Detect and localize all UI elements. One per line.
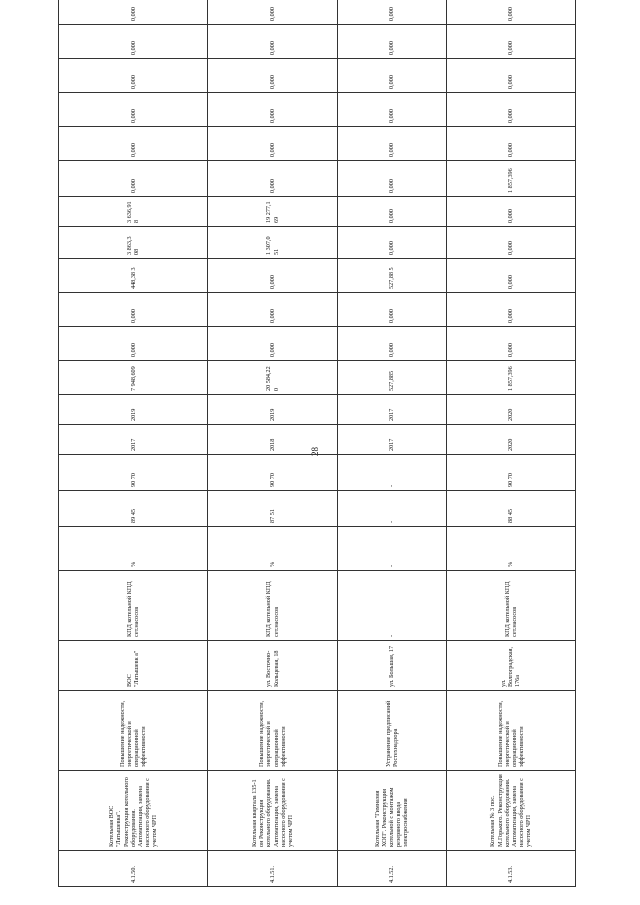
cell-y2: 0,000 bbox=[208, 293, 337, 327]
cell-y1: 0,000 bbox=[59, 327, 208, 361]
cell-y10: 0,000 bbox=[208, 25, 337, 59]
cell-y10: 0,000 bbox=[337, 25, 446, 59]
cell-purpose: Повышение надежности, энергетической и операционной эффективности bbox=[446, 691, 575, 771]
investment-table bbox=[58, 0, 576, 887]
cell-unit: - bbox=[337, 527, 446, 571]
cell-after: 90 70 bbox=[208, 455, 337, 491]
cell-indicator: КПД котельной КПД сет.насосов bbox=[59, 571, 208, 641]
cell-start: 2017 bbox=[337, 425, 446, 455]
cell-y3: 527,88 5 bbox=[337, 259, 446, 293]
cell-total: 20 584,22 0 bbox=[208, 361, 337, 395]
cell-y1: 0,000 bbox=[446, 327, 575, 361]
cell-object: Котельная № 3 пос. М.Горького. Реконструкция котельного оборудования. Автоматизация, замена насосного оборудования с учетом ЧРП bbox=[446, 771, 575, 851]
cell-y7: 0,000 bbox=[59, 127, 208, 161]
cell-idx: 4.1.51. bbox=[208, 851, 337, 887]
cell-total: 1 857,396 bbox=[446, 361, 575, 395]
cell-y5: 19 277,1 69 bbox=[208, 197, 337, 227]
cell-unit: % bbox=[59, 527, 208, 571]
cell-start: 2017 bbox=[59, 425, 208, 455]
cell-before: - bbox=[337, 491, 446, 527]
cell-end: 2019 bbox=[208, 395, 337, 425]
cell-purpose: Повышение надежности, энергетической и операционной эффективности bbox=[59, 691, 208, 771]
cell-y6: 0,000 bbox=[59, 161, 208, 197]
cell-y3: 448,38 3 bbox=[59, 259, 208, 293]
cell-y2: 0,000 bbox=[337, 293, 446, 327]
cell-unit: % bbox=[208, 527, 337, 571]
cell-y7: 0,000 bbox=[337, 127, 446, 161]
cell-idx: 4.1.52. bbox=[337, 851, 446, 887]
rotated-table-wrapper bbox=[58, 7, 576, 887]
cell-y6: 0,000 bbox=[337, 161, 446, 197]
cell-y9: 0,000 bbox=[208, 59, 337, 93]
page-number: 28 bbox=[310, 447, 320, 456]
cell-start: 2020 bbox=[446, 425, 575, 455]
cell-after: 90 70 bbox=[446, 455, 575, 491]
cell-idx: 4.1.50. bbox=[59, 851, 208, 887]
cell-y7: 0,000 bbox=[208, 127, 337, 161]
cell-address: ВОС "Латышевк а" bbox=[59, 641, 208, 691]
cell-indicator: - bbox=[337, 571, 446, 641]
cell-after: - bbox=[337, 455, 446, 491]
cell-y4: 3 863,3 08 bbox=[59, 227, 208, 259]
table-row bbox=[59, 0, 208, 887]
cell-object: Котельная ВОС "Латышевка". Реконструкция котельного оборудования. Автоматизация, замена насосного оборудования с учетом ЧРП bbox=[59, 771, 208, 851]
cell-y4: 0,000 bbox=[446, 227, 575, 259]
cell-y7: 0,000 bbox=[446, 127, 575, 161]
cell-y5: 3 636,91 8 bbox=[59, 197, 208, 227]
cell-y11: 0,000 bbox=[446, 0, 575, 25]
cell-y11: 0,000 bbox=[208, 0, 337, 25]
cell-idx: 4.1.53. bbox=[446, 851, 575, 887]
table-row bbox=[208, 0, 337, 887]
cell-y1: 0,000 bbox=[208, 327, 337, 361]
cell-y6: 0,000 bbox=[208, 161, 337, 197]
cell-indicator: КПД котельной КПД сет.насосов bbox=[446, 571, 575, 641]
table-body bbox=[59, 0, 576, 887]
cell-unit: % bbox=[446, 527, 575, 571]
cell-y1: 0,000 bbox=[337, 327, 446, 361]
cell-end: 2017 bbox=[337, 395, 446, 425]
cell-start: 2018 bbox=[208, 425, 337, 455]
cell-y5: 0,000 bbox=[337, 197, 446, 227]
cell-y9: 0,000 bbox=[446, 59, 575, 93]
cell-y8: 0,000 bbox=[337, 93, 446, 127]
cell-object: Котельная "Гимназия ХОП". Реконструкция котельной с монтажом резервного ввода электроснабжения bbox=[337, 771, 446, 851]
cell-address: ул. Волгоградская, 176а bbox=[446, 641, 575, 691]
cell-y3: 0,000 bbox=[208, 259, 337, 293]
cell-purpose: Устранение предписаний Ростехнадзора bbox=[337, 691, 446, 771]
cell-y2: 0,000 bbox=[446, 293, 575, 327]
cell-y10: 0,000 bbox=[59, 25, 208, 59]
cell-y8: 0,000 bbox=[59, 93, 208, 127]
table-row bbox=[337, 0, 446, 887]
cell-object: Котельная квартала 135-1 он Реконструкция котельного оборудования. Автоматизация, замена насосного оборудования с учетом ЧРП bbox=[208, 771, 337, 851]
cell-address: ул. Восточно-Кольцевая, 18 bbox=[208, 641, 337, 691]
cell-y6: 1 857,396 bbox=[446, 161, 575, 197]
cell-before: 87 51 bbox=[208, 491, 337, 527]
cell-total: 7 948,609 bbox=[59, 361, 208, 395]
cell-y11: 0,000 bbox=[337, 0, 446, 25]
cell-y4: 0,000 bbox=[337, 227, 446, 259]
cell-y11: 0,000 bbox=[59, 0, 208, 25]
cell-y9: 0,000 bbox=[337, 59, 446, 93]
cell-y3: 0,000 bbox=[446, 259, 575, 293]
cell-y2: 0,000 bbox=[59, 293, 208, 327]
cell-y10: 0,000 bbox=[446, 25, 575, 59]
cell-y8: 0,000 bbox=[208, 93, 337, 127]
cell-y9: 0,000 bbox=[59, 59, 208, 93]
cell-before: 89 45 bbox=[59, 491, 208, 527]
cell-address: ул. Большая, 17 bbox=[337, 641, 446, 691]
cell-indicator: КПД котельной КПД сет.насосов bbox=[208, 571, 337, 641]
cell-end: 2019 bbox=[59, 395, 208, 425]
cell-y8: 0,000 bbox=[446, 93, 575, 127]
cell-y5: 0,000 bbox=[446, 197, 575, 227]
cell-y4: 1 307,0 51 bbox=[208, 227, 337, 259]
cell-total: 527,885 bbox=[337, 361, 446, 395]
cell-after: 90 70 bbox=[59, 455, 208, 491]
table-row bbox=[446, 0, 575, 887]
cell-end: 2020 bbox=[446, 395, 575, 425]
cell-purpose: Повышение надежности, энергетической и операционной эффективности bbox=[208, 691, 337, 771]
cell-before: 88 45 bbox=[446, 491, 575, 527]
